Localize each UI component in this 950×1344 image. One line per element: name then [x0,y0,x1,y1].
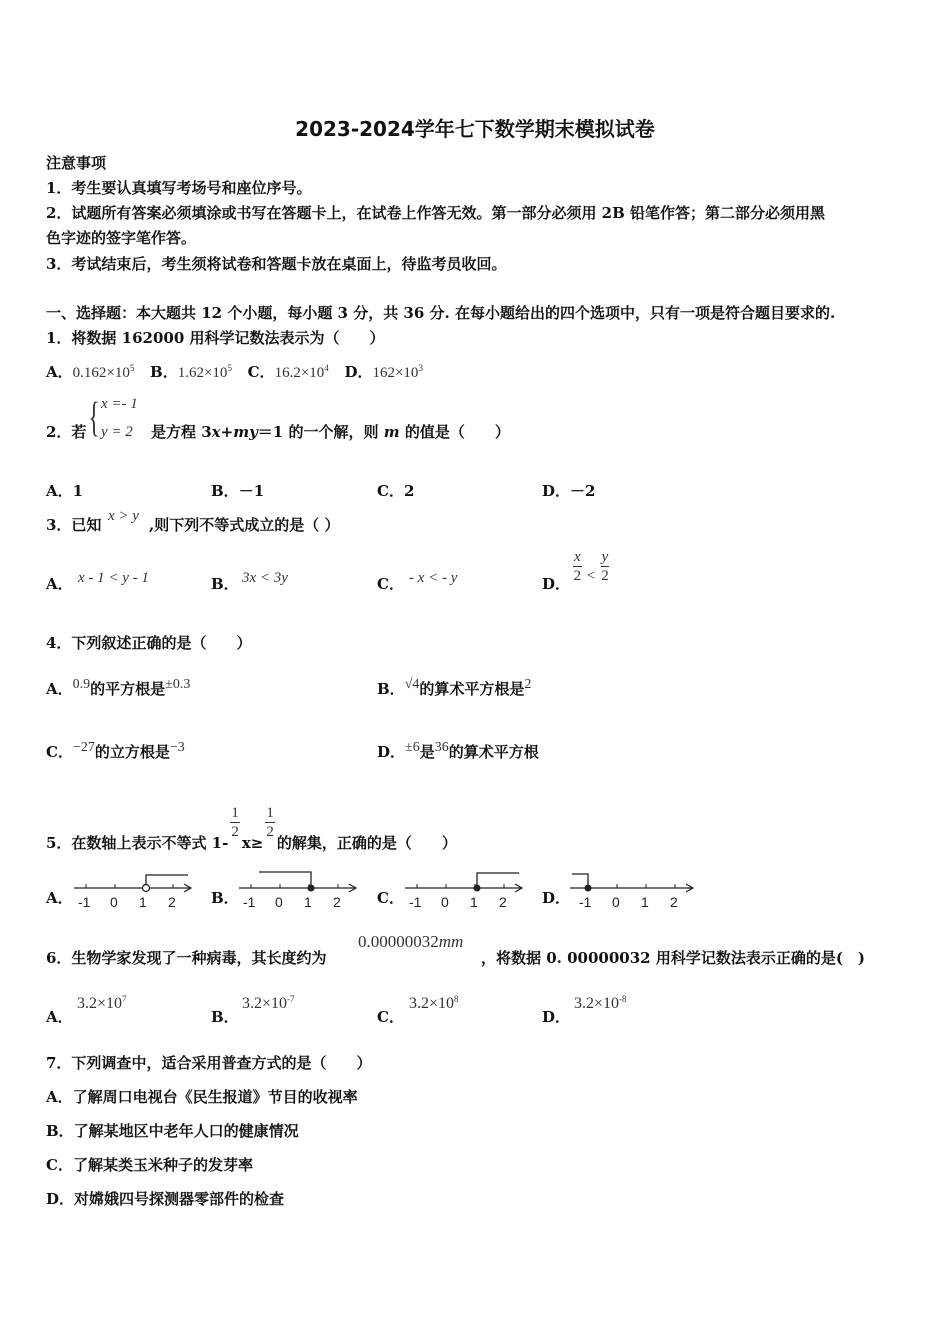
q6-opt-b-label: B． [211,1008,239,1026]
tick-label: -1 [409,894,422,910]
q3-opt-a-label: A． [46,575,73,593]
tick-label: -1 [579,894,592,910]
number-line-b [237,868,362,916]
q6-opt-c: $3.2\times 10^8$ [409,994,459,1012]
q5-opt-b-label: B． [211,889,239,907]
q7-opt-d: D．对嫦娥四号探测器零部件的检查 [46,1190,285,1208]
notice-item-2-cont: 色字迹的签字笔作答。 [46,229,197,247]
q1-opt-c: $16.2\times 10^4$ [274,363,329,381]
number-line-c [403,868,528,916]
tick-label: 0 [441,894,449,910]
q5-opt-c-label: C． [377,889,404,907]
q2-opt-d: D．－2 [542,482,596,500]
notice-item-2: 2．试题所有答案必须填涂或书写在答题卡上，在试卷上作答无效。第一部分必须用 2B 铅笔作答；第二部分必须用黑 [46,204,826,222]
q2-opt-b: B．－1 [211,482,265,500]
q3-opt-b: 3x < 3y [242,570,288,586]
tick-label: 1 [470,894,478,910]
q6-opt-a-label: A． [46,1008,73,1026]
q4-opt-a: A．0.9的平方根是±0.3 [46,677,191,698]
q1-stem: 1．将数据 162000 用科学记数法表示为（ ） [46,329,385,347]
q3-opt-a: x - 1 < y - 1 [78,570,149,586]
q3-opt-b-label: B． [211,575,239,593]
tick-label: 2 [168,894,176,910]
tick-label: 0 [275,894,283,910]
q1-opt-c-label: C． [247,363,275,381]
q2-eq2: y = 2 [101,424,133,440]
tick-label: 0 [612,894,620,910]
q3-opt-c-label: C． [377,575,404,593]
q2-eq1: x =- 1 [101,396,138,412]
q2-opt-a: A．1 [46,482,84,500]
notice-item-3: 3．考试结束后，考生须将试卷和答题卡放在桌面上，待监考员收回。 [46,255,507,273]
q6-opt-b: $3.2\times 10^{-7}$ [242,994,295,1012]
exam-title: 2023-2024学年七下数学期末模拟试卷 [295,117,655,141]
q3-opt-c: - x < - y [409,570,458,586]
q4-opt-b: B．√4的算术平方根是2 [377,677,532,698]
tick-label: 0 [110,894,118,910]
q3-stem: ,则下列不等式成立的是（ ） [149,516,340,534]
q5-opt-a-label: A． [46,889,73,907]
tick-label: 1 [139,894,147,910]
q6-opt-c-label: C． [377,1008,404,1026]
number-line-a [72,868,197,916]
q1-opt-d: $162\times 10^3$ [372,363,423,381]
number-line-d [568,868,698,916]
q6-value: 0.00000032mm [358,932,464,951]
q1-opt-a: $0.162\times 10^5$ [72,363,135,381]
tick-label: 1 [304,894,312,910]
tick-label: 2 [333,894,341,910]
q2-opt-c: C．2 [377,482,415,500]
q7-opt-c: C．了解某类玉米种子的发芽率 [46,1156,253,1174]
q4-opt-d: D．±6是36的算术平方根 [377,740,539,761]
q3-opt-d: $\frac{x}{2}$ < $\frac{y}{2}$ [573,549,609,584]
q7-stem: 7．下列调查中，适合采用普查方式的是（ ） [46,1054,372,1072]
q3-cond: x > y [108,508,139,524]
tick-label: -1 [243,894,256,910]
q4-stem: 4．下列叙述正确的是（ ） [46,634,252,652]
tick-label: 1 [641,894,649,910]
q1-opt-a-label: A． [46,363,73,381]
q3-num: 3．已知 [46,516,102,534]
q2-num: 2．若 [46,423,87,441]
q6-opt-d: $3.2\times 10^{-8}$ [574,994,627,1012]
q6-opt-a: $3.2\times 10^7$ [77,994,127,1012]
system-brace-icon: { [88,395,100,441]
q1-options [46,361,423,382]
q5-opt-d-label: D． [542,889,571,907]
q1-opt-d-label: D． [344,363,373,381]
q5-stem: 5．在数轴上表示不等式 1- $\frac{1}{2}$ x≥ $\frac{1}{2}$ 的解集，正确的是（ ） [46,805,457,852]
q1-opt-b: $1.62\times 10^5$ [177,363,232,381]
q3-opt-d-label: D． [542,575,571,593]
section-heading: 一、选择题：本大题共 12 个小题，每小题 3 分，共 36 分. 在每小题给出的四个选项中，只有一项是符合题目要求的. [46,304,836,322]
q6-stem-a: 6．生物学家发现了一种病毒，其长度约为 [46,949,327,967]
tick-label: -1 [78,894,91,910]
q4-opt-c: C．−27的立方根是−3 [46,740,185,761]
q7-opt-a: A．了解周口电视台《民生报道》节目的收视率 [46,1088,358,1106]
tick-label: 2 [499,894,507,910]
notice-heading: 注意事项 [46,154,107,172]
q2-stem: 是方程 3x+my＝1 的一个解，则 m 的值是（ ） [151,423,510,441]
q7-opt-b: B．了解某地区中老年人口的健康情况 [46,1122,299,1140]
q6-opt-d-label: D． [542,1008,571,1026]
tick-label: 2 [670,894,678,910]
q1-opt-b-label: B． [150,363,178,381]
notice-item-1: 1．考生要认真填写考场号和座位序号。 [46,179,312,197]
q6-stem-b: ，将数据 0. 00000032 用科学记数法表示正确的是( ) [481,949,866,967]
